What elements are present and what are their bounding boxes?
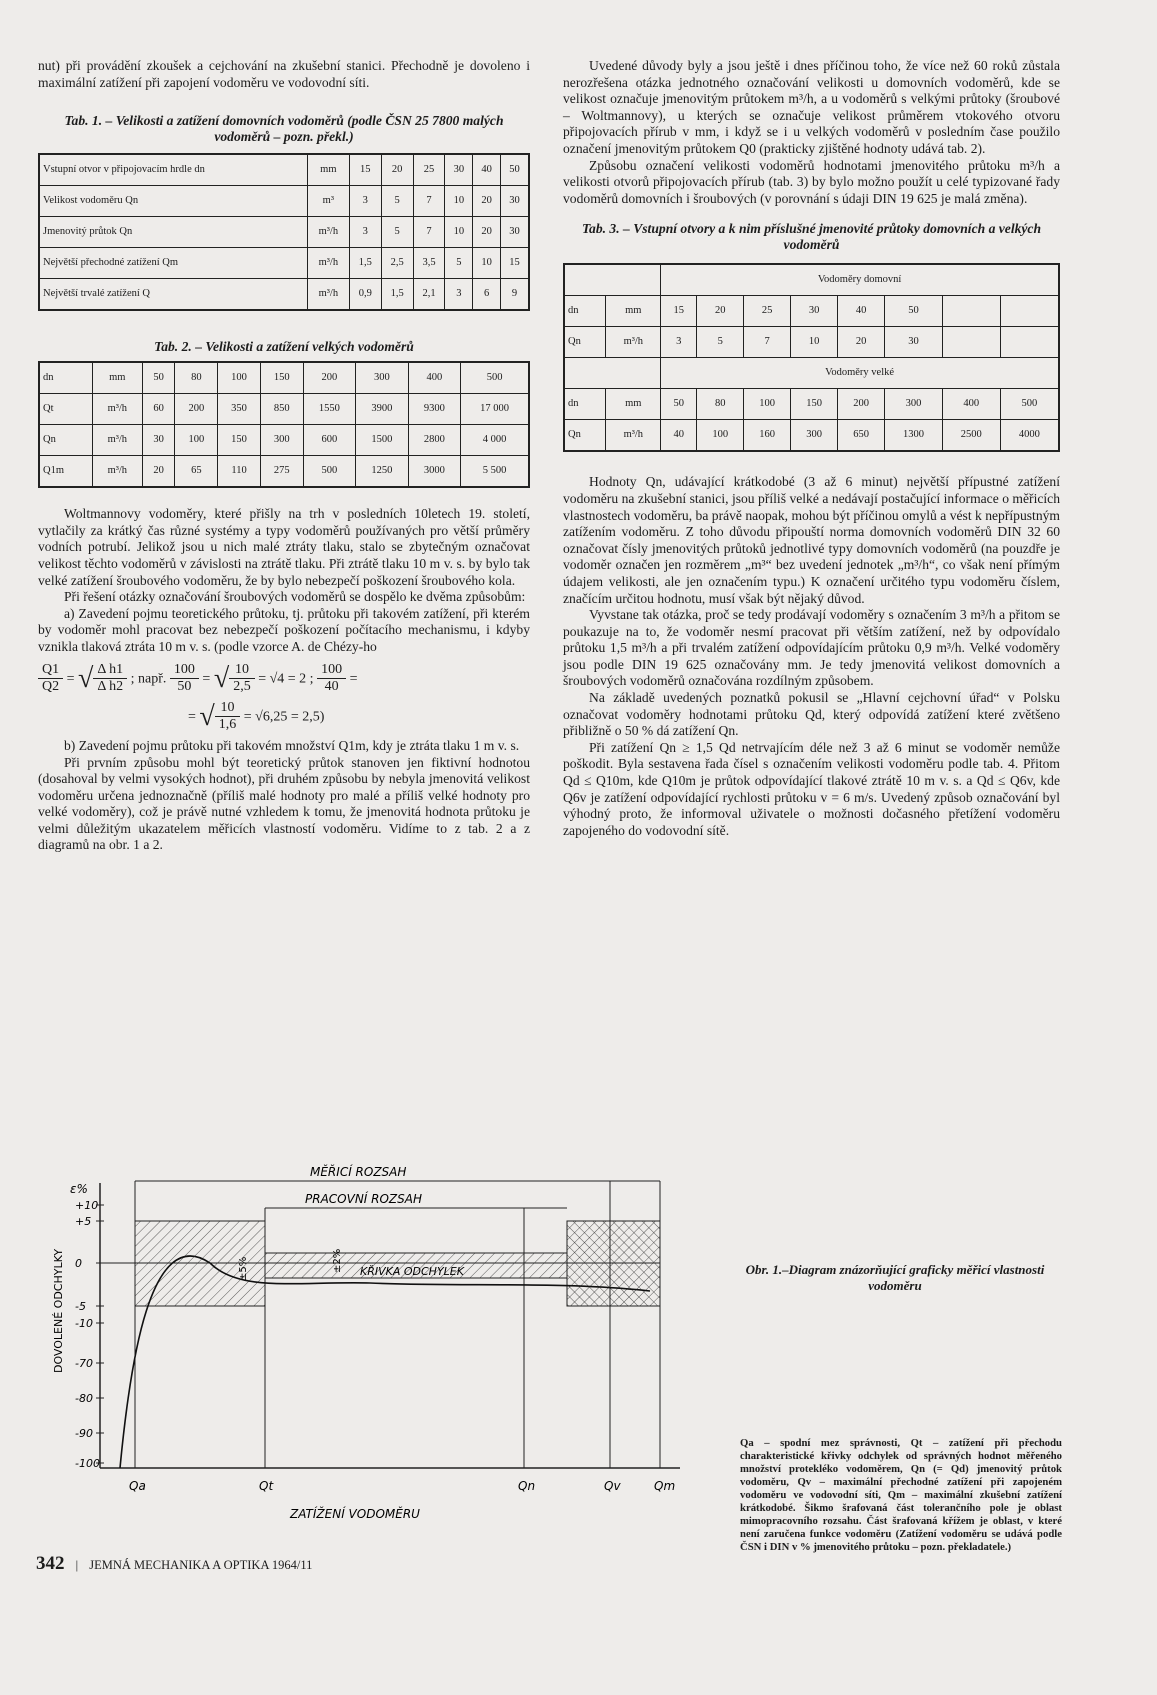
table-row	[564, 389, 1059, 420]
table-cell: 160	[744, 420, 791, 452]
table-cell: 9300	[408, 394, 461, 425]
table-cell: 65	[175, 456, 218, 488]
table-cell: 2,1	[413, 279, 445, 311]
table-cell: dn	[564, 389, 606, 420]
table-cell: 40	[473, 154, 501, 186]
table-cell: dn	[564, 296, 606, 327]
page-number: 342	[36, 1553, 65, 1574]
table-cell: 1250	[356, 456, 409, 488]
table-cell: 7	[413, 186, 445, 217]
paragraph: Hodnoty Qn, udávající krátkodobé (3 až 6 minut) největší přípustné zatížení vodoměru na zkušební stanici, jsou příliš velké a nedávají postačující informace o měřicích vlastnostech vodoměru, ba právě naopak, mohou být příčinou omylů a vést k nepřípustným zatížením vodoměru. Z toho důvodu připouští norma domovních vodoměrů DIN 32 60 označovat čísly jmenovitých průtoků jednotlivé typy domovních vodoměrů (na pouzdře je vodoměr označen jen rozměrem „m³“ bez uvedení jednotek „m³/h“, co však není přímým údajem velikosti, ale jen označením typu.) K označení určitého typu vodoměru číslem, značícím určitou hodnotu, musí však být nějaký důvod.	[563, 474, 1060, 606]
table-cell: 500	[1000, 389, 1059, 420]
figure-legend: Qa – spodní mez správnosti, Qt – zatížení při přechodu charakteristické křivky odchylek od správných hodnot měřeného množství protekléko vodoměrem, Qn (= Qd) jmenovitý průtok vodoměru, Qv – maximální přechodné zatížení při zapojeném vodoměru ve vodovodní síti, Qm – maximální zkušební zatížení krátkodobé. Šikmo šrafovaná část tolerančního pole je oblast mimopracovního rozsahu. Část šrafovaná křížem je oblast, v které není zaručena funkce vodoměru (Zatížení vodoměru se udává podle ČSN i DIN v % jmenovitého průtoku – pozn. překladatele.)	[740, 1437, 1062, 1553]
table-cell: 30	[791, 296, 838, 327]
table-row	[39, 154, 529, 186]
table-cell: 15	[349, 154, 381, 186]
table-3	[563, 263, 1060, 452]
table-cell: 300	[260, 425, 303, 456]
table-cell: 3	[445, 279, 473, 311]
paragraph: Při řešení otázky označování šroubových vodoměrů se dospělo ke dvěma způsobům:	[64, 589, 526, 605]
table-row	[39, 362, 529, 394]
table-cell: 25	[413, 154, 445, 186]
table-cell: 110	[218, 456, 261, 488]
table-cell: 30	[142, 425, 175, 456]
table-cell: 80	[697, 389, 744, 420]
table-cell: m³/h	[307, 248, 349, 279]
table-cell: 7	[744, 327, 791, 358]
x-axis-label: ZATÍŽENÍ VODOMĚRU	[290, 1507, 420, 1521]
table-cell: 15	[500, 248, 529, 279]
table-cell: 80	[175, 362, 218, 394]
table-cell: 3	[661, 327, 697, 358]
working-range-label: PRACOVNÍ ROZSAH	[305, 1192, 422, 1206]
table-cell: 200	[303, 362, 356, 394]
table-cell: 40	[838, 296, 885, 327]
table-cell: 25	[744, 296, 791, 327]
table-cell: 200	[175, 394, 218, 425]
table-header: Vodoměry domovní	[661, 264, 1059, 296]
table-cell: 4000	[1000, 420, 1059, 452]
table-cell: Největší trvalé zatížení Q	[39, 279, 307, 311]
y-tick-label: -70	[75, 1357, 93, 1370]
tolerance-5-label: ±5%	[238, 1256, 249, 1281]
table-row	[39, 456, 529, 488]
table-cell: Největší přechodné zatížení Qm	[39, 248, 307, 279]
table-cell: Qn	[564, 327, 606, 358]
table-row	[564, 420, 1059, 452]
table-cell: 300	[885, 389, 943, 420]
table-cell: mm	[606, 296, 661, 327]
table-cell: m³/h	[92, 456, 142, 488]
table-cell: 7	[413, 217, 445, 248]
paragraph: Uvedené důvody byly a jsou ještě i dnes příčinou toho, že více než 60 roků zůstala nerozřešena otázka jednotného označování velikosti u domovních vodoměrů, kde se velikost označuje jmenovitým průtokem m³/h, a u vodoměrů s velkými průtoky (šroubové – Woltmannovy), u kterých se označuje velikost průměrem vtokového otvoru připojovacích přírub v mm, i když se i u velkých vodoměrů v posledním čase použilo označení jmenovitým průtokem Q0 (prakticky zjištěné hodnoty udává tab. 2).	[563, 58, 1060, 156]
table-row	[39, 425, 529, 456]
table-cell: m³/h	[606, 327, 661, 358]
paragraph: Způsobu označení velikosti vodoměrů hodnotami jmenovitého průtoku m³/h a velikosti otvorů připojovacích přírub (tab. 3) by bylo možno použít u celé typizované řady vodoměrů domovních i šroubových (v porovnání s údaji DIN 19 625 je malá změna).	[563, 157, 1060, 206]
table-cell: 20	[697, 296, 744, 327]
table-cell: 150	[218, 425, 261, 456]
paragraph: Při prvním způsobu mohl být teoretický průtok stanoven jen fiktivní hodnotou (dosahoval by velmi vysokých hodnot), při druhém způsobu by nebyla jmenovitá velikost vodoměru určena jednoznačně (příliš malé hodnoty pro malé a příliš velké hodnoty pro velké vodoměry), což je právě nutné vzhledem k tomu, že jmenovitá hodnota průtoku je velmi důležitým ukazatelem měřicích vlastností vodoměru. Vidíme to z tab. 2 a z diagramů na obr. 1 a 2.	[38, 754, 530, 853]
paragraph: Při zatížení Qn ≥ 1,5 Qd netrvajícím déle než 3 až 6 minut se vodoměr nemůže poškodit. Byla sestavena řada čísel s označením velikosti vodoměru podle tab. 4. Přitom Qd ≤ Q10m, kde Q10m je průtok odpovídající tlakové ztrátě 10 m v. s. a Qd ≤ Q6v, kde Q6v je zatížení odpovídající rychlosti průtoku v = 6 m/s. Uvedený způsob označování byl výhodný proto, že informoval uživatele o možnosti dočasného přetížení vodoměru zapojeného do vodovodní sítě.	[563, 739, 1060, 838]
table-cell: 300	[791, 420, 838, 452]
table-cell: 5	[381, 217, 413, 248]
table-caption: Tab. 1. – Velikosti a zatížení domovních vodoměrů (podle ČSN 25 7800 malých vodoměrů – pozn. překl.)	[64, 113, 504, 145]
paragraph: b) Zavedení pojmu průtoku při takovém množství Q1m, kdy je ztráta tlaku 1 m v. s.	[64, 737, 520, 753]
table-cell: m³/h	[307, 279, 349, 311]
tolerance-2-label: ±2%	[332, 1248, 343, 1273]
table-cell: 20	[381, 154, 413, 186]
table-cell: 50	[661, 389, 697, 420]
table-cell: m³/h	[92, 425, 142, 456]
table-row	[39, 217, 529, 248]
table-cell: 30	[445, 154, 473, 186]
table-cell: 3	[349, 186, 381, 217]
table-cell: 1300	[885, 420, 943, 452]
table-cell: 400	[408, 362, 461, 394]
table-cell: 3,5	[413, 248, 445, 279]
table-cell: 40	[661, 420, 697, 452]
table-cell: 100	[697, 420, 744, 452]
table-caption: Tab. 3. – Vstupní otvory a k nim příslušné jmenovité průtoky domovních a velkých vodoměrů	[581, 221, 1042, 253]
table-cell: 50	[885, 296, 943, 327]
table-cell: 10	[445, 186, 473, 217]
y-tick-label: -90	[75, 1427, 93, 1440]
table-cell: 30	[885, 327, 943, 358]
table-cell: m³	[307, 186, 349, 217]
table-cell: 50	[142, 362, 175, 394]
x-tick-label: Qn	[518, 1479, 536, 1493]
table-cell: mm	[606, 389, 661, 420]
table-row	[564, 264, 1059, 296]
paragraph: Na základě uvedených poznatků pokusil se „Hlavní cejchovní úřad“ v Polsku označovat vodoměry hodnotami průtoku Qd, který odpovídá zatížení které zvětšeno přibližně o 50 % dá zatížení Qn.	[563, 690, 1060, 739]
table-header: Vodoměry velké	[661, 358, 1059, 389]
table-cell: 5	[697, 327, 744, 358]
table-cell: 3900	[356, 394, 409, 425]
table-row	[39, 248, 529, 279]
x-tick-label: Qt	[259, 1479, 274, 1493]
y-tick-label: 0	[75, 1257, 82, 1270]
table-cell: 2500	[942, 420, 1000, 452]
table-cell: 5 500	[461, 456, 529, 488]
table-cell: 60	[142, 394, 175, 425]
table-cell: 850	[260, 394, 303, 425]
journal-name: JEMNÁ MECHANIKA A OPTIKA 1964/11	[89, 1558, 313, 1572]
table-cell: Jmenovitý průtok Qn	[39, 217, 307, 248]
table-cell: Qn	[564, 420, 606, 452]
x-ticks	[129, 1479, 675, 1493]
x-tick-label: Qm	[654, 1479, 676, 1493]
y-tick-label: -80	[75, 1392, 93, 1405]
table-cell: 20	[838, 327, 885, 358]
epsilon-label: ε%	[70, 1182, 88, 1196]
table-cell: 600	[303, 425, 356, 456]
table-cell: m³/h	[92, 394, 142, 425]
table-cell: 20	[473, 217, 501, 248]
curve-label: KŘIVKA ODCHYLEK	[360, 1265, 464, 1278]
page-footer: 342 | JEMNÁ MECHANIKA A OPTIKA 1964/11	[36, 1553, 313, 1574]
table-cell: 3000	[408, 456, 461, 488]
x-tick-label: Qv	[604, 1479, 621, 1493]
table-cell: 5	[445, 248, 473, 279]
y-tick-label: +5	[75, 1215, 92, 1228]
table-cell: 350	[218, 394, 261, 425]
table-cell: 275	[260, 456, 303, 488]
table-row	[39, 186, 529, 217]
table-cell: 1550	[303, 394, 356, 425]
table-caption: Tab. 2. – Velikosti a zatížení velkých vodoměrů	[154, 339, 414, 355]
y-tick-label: +10	[75, 1199, 99, 1212]
table-cell: 650	[838, 420, 885, 452]
paragraph: nut) při provádění zkoušek a cejchování na zkušební stanici. Přechodně je dovoleno i maximální zatížení při zapojení vodoměru ve vodovodní síti.	[38, 58, 530, 90]
table-row	[564, 327, 1059, 358]
x-tick-label: Qa	[129, 1479, 146, 1493]
table-cell: 10	[473, 248, 501, 279]
figure-caption: Obr. 1.–Diagram znázorňující graficky měřicí vlastnosti vodoměru	[745, 1262, 1045, 1293]
paragraph: a) Zavedení pojmu teoretického průtoku, tj. průtoku při takovém zatížení, při kterém by vodoměr mohl pracovat bez nebezpečí poškození počítacího mechanismu, i kdyby vznikla tlaková ztráta 10 m v. s. (podle vzorce A. de Chézy-ho	[38, 605, 530, 654]
table-cell: 1,5	[381, 279, 413, 311]
table-cell: 200	[838, 389, 885, 420]
table-cell: 150	[260, 362, 303, 394]
table-cell: mm	[92, 362, 142, 394]
table-cell: 150	[791, 389, 838, 420]
table-cell: Velikost vodoměru Qn	[39, 186, 307, 217]
table-cell: 10	[445, 217, 473, 248]
table-cell: Qn	[39, 425, 92, 456]
left-column	[38, 58, 530, 854]
table-cell: 1500	[356, 425, 409, 456]
table-cell: 300	[356, 362, 409, 394]
table-cell: 500	[461, 362, 529, 394]
table-cell: Q1m	[39, 456, 92, 488]
table-cell: 30	[500, 217, 529, 248]
paragraph: Vyvstane tak otázka, proč se tedy prodávají vodoměry s označením 3 m³/h a přitom se poukazuje na to, že vodoměr nesmí pracovat při větším zatížení, než by odpovídalo průtoku 1,5 m³/h a při trvalém zatížení odpovídajícím průtoku 0,9 m³/h. Velké vodoměry jsou podle DIN 19 625 označovány mm. Je tedy jmenovitá velikost domovních a šroubových vodoměrů označována rozdílným způsobem.	[563, 607, 1060, 689]
table-cell: 0,9	[349, 279, 381, 311]
table-cell: dn	[39, 362, 92, 394]
table-1	[38, 153, 530, 311]
table-cell: m³/h	[307, 217, 349, 248]
table-cell: 3	[349, 217, 381, 248]
table-cell: Vstupní otvor v připojovacím hrdle dn	[39, 154, 307, 186]
table-row	[564, 358, 1059, 389]
table-cell: 9	[500, 279, 529, 311]
paragraph: Woltmannovy vodoměry, které přišly na trh v posledních 10letech 19. století, vytlačily za krátký čas různé systémy a typy vodoměrů používaných pro větší průměry vodních potrubí. Jelikož jsou u nich malé ztráty tlaku, stalo se zbytečným označovat velikost těchto vodoměrů v závislosti na ztrátě tlaku. Při ztrátě tlaku 10 m v. s. by bylo tak velké zatížení šroubového vodoměru, že by bylo nebezpečí poškození šroubového kola.	[38, 506, 530, 588]
table-cell: Qt	[39, 394, 92, 425]
error-diagram	[40, 1163, 760, 1533]
table-cell: 50	[500, 154, 529, 186]
table-cell: 100	[744, 389, 791, 420]
measuring-range-label: MĚŘICÍ ROZSAH	[310, 1165, 407, 1179]
table-cell: 5	[381, 186, 413, 217]
table-row	[39, 394, 529, 425]
table-cell: 100	[218, 362, 261, 394]
table-cell: 10	[791, 327, 838, 358]
table-cell: 1,5	[349, 248, 381, 279]
y-axis-label: DOVOLENÉ ODCHYLKY	[52, 1248, 65, 1373]
table-cell: m³/h	[606, 420, 661, 452]
table-cell: mm	[307, 154, 349, 186]
formula: $\frac{Q1}{Q2}$ = √ $\frac{\text{Δ h1}}{\text{Δ h2}}$ ; např. $\frac{100}{50}$ = √ $\frac{10}{2,5}$ = √4 = 2 ; $\frac{100}{40}$ = = √ $\frac{10}{1,6}$ = √6,25 = 2,5)	[38, 662, 530, 734]
table-2	[38, 361, 530, 488]
table-row	[564, 296, 1059, 327]
table-cell: 4 000	[461, 425, 529, 456]
table-cell: 20	[473, 186, 501, 217]
table-cell: 30	[500, 186, 529, 217]
table-cell: 2,5	[381, 248, 413, 279]
table-cell: 500	[303, 456, 356, 488]
table-cell: 20	[142, 456, 175, 488]
table-cell: 6	[473, 279, 501, 311]
right-column	[563, 58, 1060, 839]
y-tick-label: -100	[75, 1457, 100, 1470]
table-cell: 2800	[408, 425, 461, 456]
table-cell: 400	[942, 389, 1000, 420]
table-row	[39, 279, 529, 311]
table-cell: 100	[175, 425, 218, 456]
y-tick-label: -10	[75, 1317, 93, 1330]
table-cell: 17 000	[461, 394, 529, 425]
y-tick-label: -5	[75, 1300, 86, 1313]
table-cell: 15	[661, 296, 697, 327]
